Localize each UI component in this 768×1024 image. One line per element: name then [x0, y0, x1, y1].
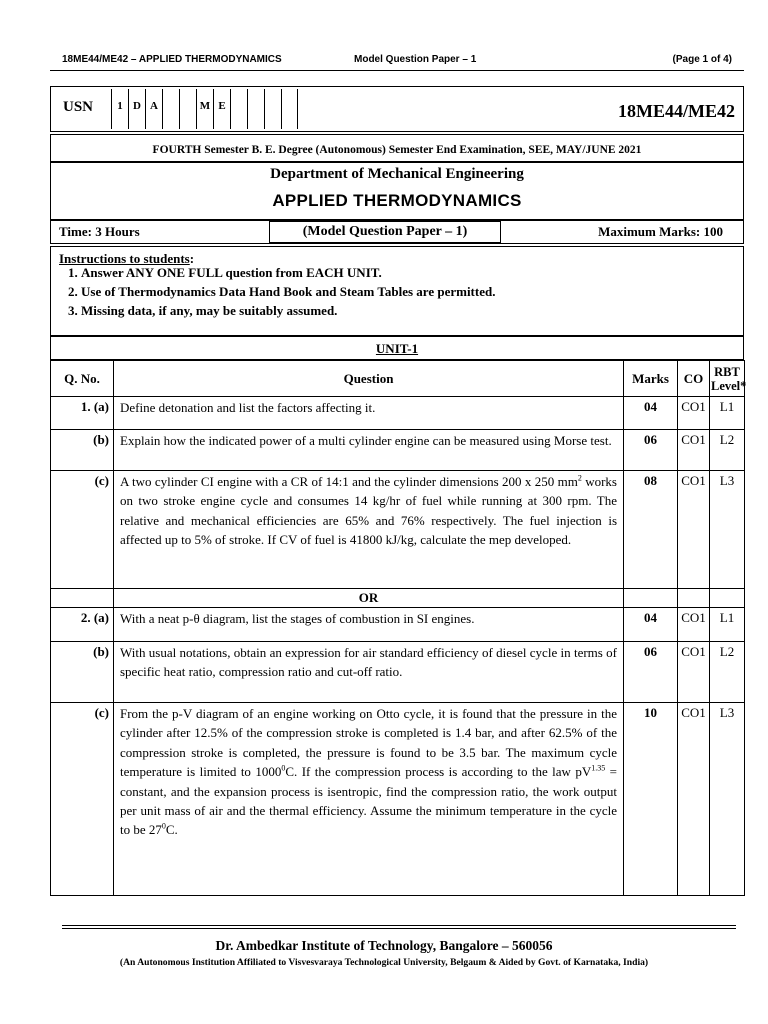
usn-cell: 1 — [111, 89, 128, 129]
header-co: CO — [678, 361, 710, 397]
max-marks: Maximum Marks: 100 — [598, 224, 723, 239]
table-row: (c) From the p-V diagram of an engine working on Otto cycle, it is found that the pressure in the cylinder after 12.5% of the compression stroke is completed is 1.4 bar, and after 62.5% of the compression stroke is completed, the pressure is found to be 3.5 bar. The maximum cycle temperature is limited to 1000$^0$C. If the compression process is according to the law $pV^{1.35}$ = constant, and the expansion process is isentropic, find the compression ratio, the work output per unit mass of air and the thermal efficiency. Assume the minimum temperature in the cycle to be $27^0C$. 10 CO1 L3 — [51, 703, 745, 896]
usn-cell: E — [213, 89, 230, 129]
table-header-row — [51, 361, 745, 397]
table-row: 2. (a) With a neat p-θ diagram, list the stages of combustion in SI engines. 04 CO1 L1 — [51, 608, 745, 642]
header-qno: Q. No. — [51, 361, 114, 397]
header-rule — [50, 70, 744, 71]
time-row — [50, 220, 744, 244]
usn-cell — [179, 89, 196, 129]
table-row: (b) With usual notations, obtain an expression for air standard efficiency of diesel cycle in terms of specific heat ratio, compression ratio and cut-off ratio. 06 CO1 L2 — [51, 642, 745, 703]
usn-cells — [111, 89, 298, 129]
department-block — [50, 162, 744, 220]
or-row: OR — [51, 589, 745, 608]
instruction-item: 3. Missing data, if any, may be suitably assumed. — [81, 301, 495, 320]
footer-affiliation: (An Autonomous Institution Affiliated to Visvesvaraya Technological University, Belgaum & Aided by Govt. of Karnataka, India) — [119, 957, 649, 968]
question-table — [50, 360, 745, 896]
table-row: (b) Explain how the indicated power of a multi cylinder engine can be measured using Morse test. 06 CO1 L2 — [51, 430, 745, 471]
usn-cell — [230, 89, 247, 129]
instruction-item: 2. Use of Thermodynamics Data Hand Book and Steam Tables are permitted. — [81, 282, 495, 301]
header-page: (Page 1 of 4) — [672, 54, 732, 65]
usn-cell — [247, 89, 264, 129]
header-question: Question — [114, 361, 624, 397]
usn-cell: A — [145, 89, 162, 129]
header-rbt: RBT Level* — [710, 361, 745, 397]
header-paper: Model Question Paper – 1 — [354, 54, 477, 65]
table-row: (c) A two cylinder CI engine with a CR of 14:1 and the cylinder dimensions 200 x 250 $mm^2$ works on two stroke engine cycle and consumes 14 kg/hr of fuel while running at 300 rpm. The relative and mechanical efficiencies are 65% and 76% respectively. The fuel injection is affected up to 5% of stroke. If CV of fuel is 41800 kJ/kg, calculate the mep developed. 08 CO1 L3 — [51, 471, 745, 589]
table-row: 1. (a) Define detonation and list the factors affecting it. 04 CO1 L1 — [51, 397, 745, 430]
usn-label: USN — [63, 99, 94, 115]
time-duration: Time: 3 Hours — [59, 224, 140, 239]
course-code: 18ME44/ME42 — [618, 101, 735, 121]
usn-cell: D — [128, 89, 145, 129]
usn-cell — [162, 89, 179, 129]
usn-cell — [264, 89, 281, 129]
header-course: 18ME44/ME42 – APPLIED THERMODYNAMICS — [62, 54, 282, 65]
subject-title: APPLIED THERMODYNAMICS — [272, 191, 522, 210]
footer-institute: Dr. Ambedkar Institute of Technology, Bangalore – 560056 — [215, 938, 553, 953]
instructions-block — [50, 246, 744, 336]
usn-row — [50, 86, 744, 132]
unit-title: UNIT-1 — [50, 336, 744, 360]
instruction-item: 1. Answer ANY ONE FULL question from EACH UNIT. — [81, 263, 495, 282]
instructions-list — [59, 263, 495, 320]
usn-cell: M — [196, 89, 213, 129]
running-header — [62, 52, 732, 68]
footer-rule — [62, 925, 736, 926]
header-marks: Marks — [624, 361, 678, 397]
department-name: Department of Mechanical Engineering — [270, 166, 524, 182]
usn-cell — [281, 89, 298, 129]
model-paper-label: (Model Question Paper – 1) — [269, 221, 501, 243]
exam-line: FOURTH Semester B. E. Degree (Autonomous) Semester End Examination, SEE, MAY/JUNE 2021 — [50, 134, 744, 162]
footer-rule — [62, 928, 736, 929]
instructions-heading: Instructions to students: — [59, 251, 195, 266]
